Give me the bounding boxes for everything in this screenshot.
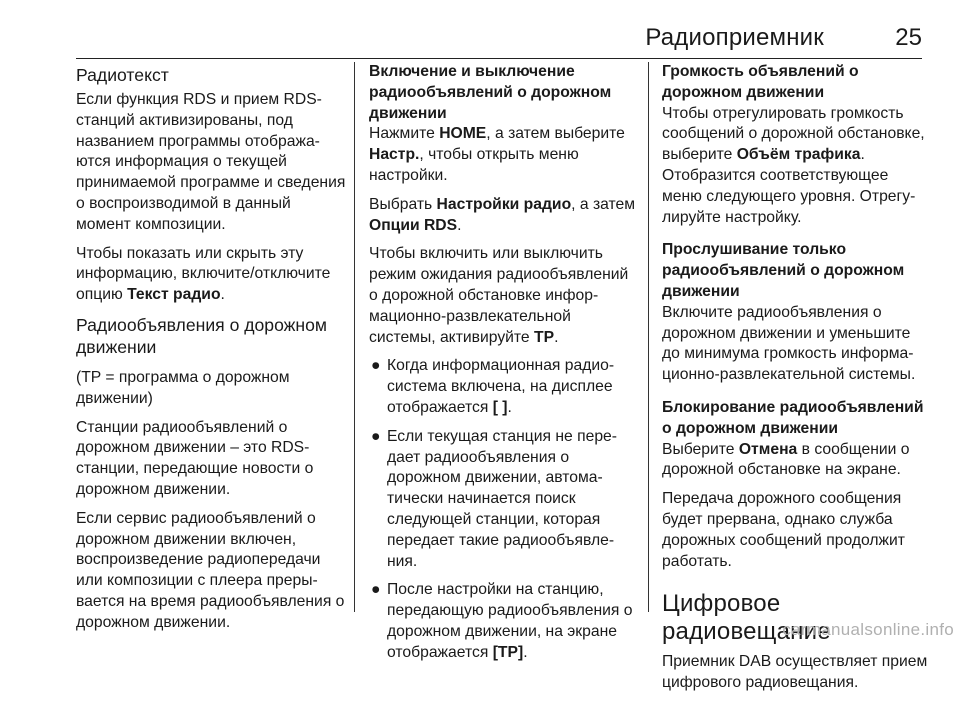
page-title: Радиоприемник	[645, 24, 824, 51]
paragraph-open-settings: Нажмите HOME, а затем выберите Настр., чтобы открыть меню настройки.	[369, 125, 625, 184]
bullet-icon: ●	[371, 581, 381, 599]
heading-announcement-volume: Громкость объявлений о дорожном движении	[662, 63, 859, 101]
option-radio-text: Текст радио	[127, 286, 221, 304]
list-item: ● После настройки на станцию, передающую радиообъявления о дорожном движении, на экране отображается [TP].	[371, 581, 633, 661]
heading-block-announcements: Блокирование радиообъявлений о дорожном движении	[662, 398, 924, 437]
paragraph-dab: Приемник DAB осуществляет прием цифрового радиовещания.	[662, 653, 928, 692]
indicator-tp: [TP]	[492, 643, 524, 661]
heading-enable-disable: Включение и выключение радиообъявлений о дорожном движении	[369, 63, 612, 122]
list-item: ● Когда информационная радиосистема включена, на дисплее отображается [ ].	[371, 357, 615, 416]
paragraph-tp-definition: (TP = программа о дорожном движении)	[76, 368, 290, 407]
column-1	[76, 62, 346, 642]
column-divider-1	[354, 62, 355, 612]
heading-digital-broadcasting: Цифровое радиовещание	[662, 590, 831, 646]
paragraph-radiotext-toggle: Чтобы показать или скрыть эту информацию, включите/отключите опцию Текст радио.	[76, 244, 331, 304]
column-3	[662, 62, 930, 702]
menu-settings: Настр.	[369, 146, 420, 164]
menu-rds-options: Опции RDS	[369, 216, 458, 234]
paragraph-radiotext-intro: Если функция RDS и прием RDS-станций активизированы, под названием программы отображаются информация о текущей принимаемой программе и сведения о воспроизводимой в данный момент композиции.	[76, 91, 346, 233]
watermark: carmanualsonline.info	[782, 620, 954, 639]
heading-radiotext: Радиотекст	[76, 65, 169, 85]
key-home: HOME	[439, 125, 487, 143]
column-divider-2	[648, 62, 649, 612]
paragraph-cancel: Выберите Отмена в сообщении о дорожной обстановке на экране.	[662, 440, 910, 479]
page-header	[76, 0, 922, 59]
list-item: ● Если текущая станция не передает радиообъявления о дорожном движении, автоматически начинается поиск следующей станции, которая передает такие радиообъявления.	[371, 427, 617, 570]
paragraph-select-rds: Выбрать Настройки радио, а затем Опции RDS.	[369, 195, 636, 234]
paragraph-activate-tp: Чтобы включить или выключить режим ожидания радиообъявлений о дорожной обстановке информационно-развлекательной системы, активируйте TP.	[369, 245, 629, 346]
option-traffic-volume: Объём трафика	[736, 146, 861, 164]
bullet-icon: ●	[371, 357, 381, 375]
menu-radio-settings: Настройки радио	[436, 195, 572, 213]
heading-listen-only: Прослушивание только радиообъявлений о дорожном движении	[662, 241, 905, 300]
option-tp: TP	[534, 328, 555, 346]
indicator-brackets: [ ]	[492, 398, 508, 416]
paragraph-tp-interrupt: Если сервис радиообъявлений о дорожном движении включен, воспроизведение радиопередачи или композиции с плеера прерывается на время радиообъявления о дорожном движении.	[76, 509, 345, 631]
column-2	[369, 62, 637, 672]
paragraph-tp-stations: Станции радиообъявлений о дорожном движении – это RDS-станции, передающие новости о дорожном движении.	[76, 418, 314, 498]
heading-traffic-announcements: Радиообъявления о дорожном движении	[76, 314, 328, 357]
option-cancel: Отмена	[738, 440, 798, 458]
paragraph-service-continues: Передача дорожного сообщения будет прервана, однако служба дорожных сообщений продолжит работать.	[662, 490, 905, 570]
paragraph-volume: Чтобы отрегулировать громкость сообщений о дорожной обстановке, выберите Объём трафика. Отобразится соответствующее меню следующего уровня. Отрегулируйте настройку.	[662, 104, 925, 226]
bullet-list	[369, 356, 637, 663]
bullet-icon: ●	[371, 427, 381, 445]
paragraph-listen-only: Включите радиообъявления о дорожном движении и уменьшите до минимума громкость информационно-развлекательной системы.	[662, 303, 916, 384]
page-number: 25	[895, 24, 922, 51]
